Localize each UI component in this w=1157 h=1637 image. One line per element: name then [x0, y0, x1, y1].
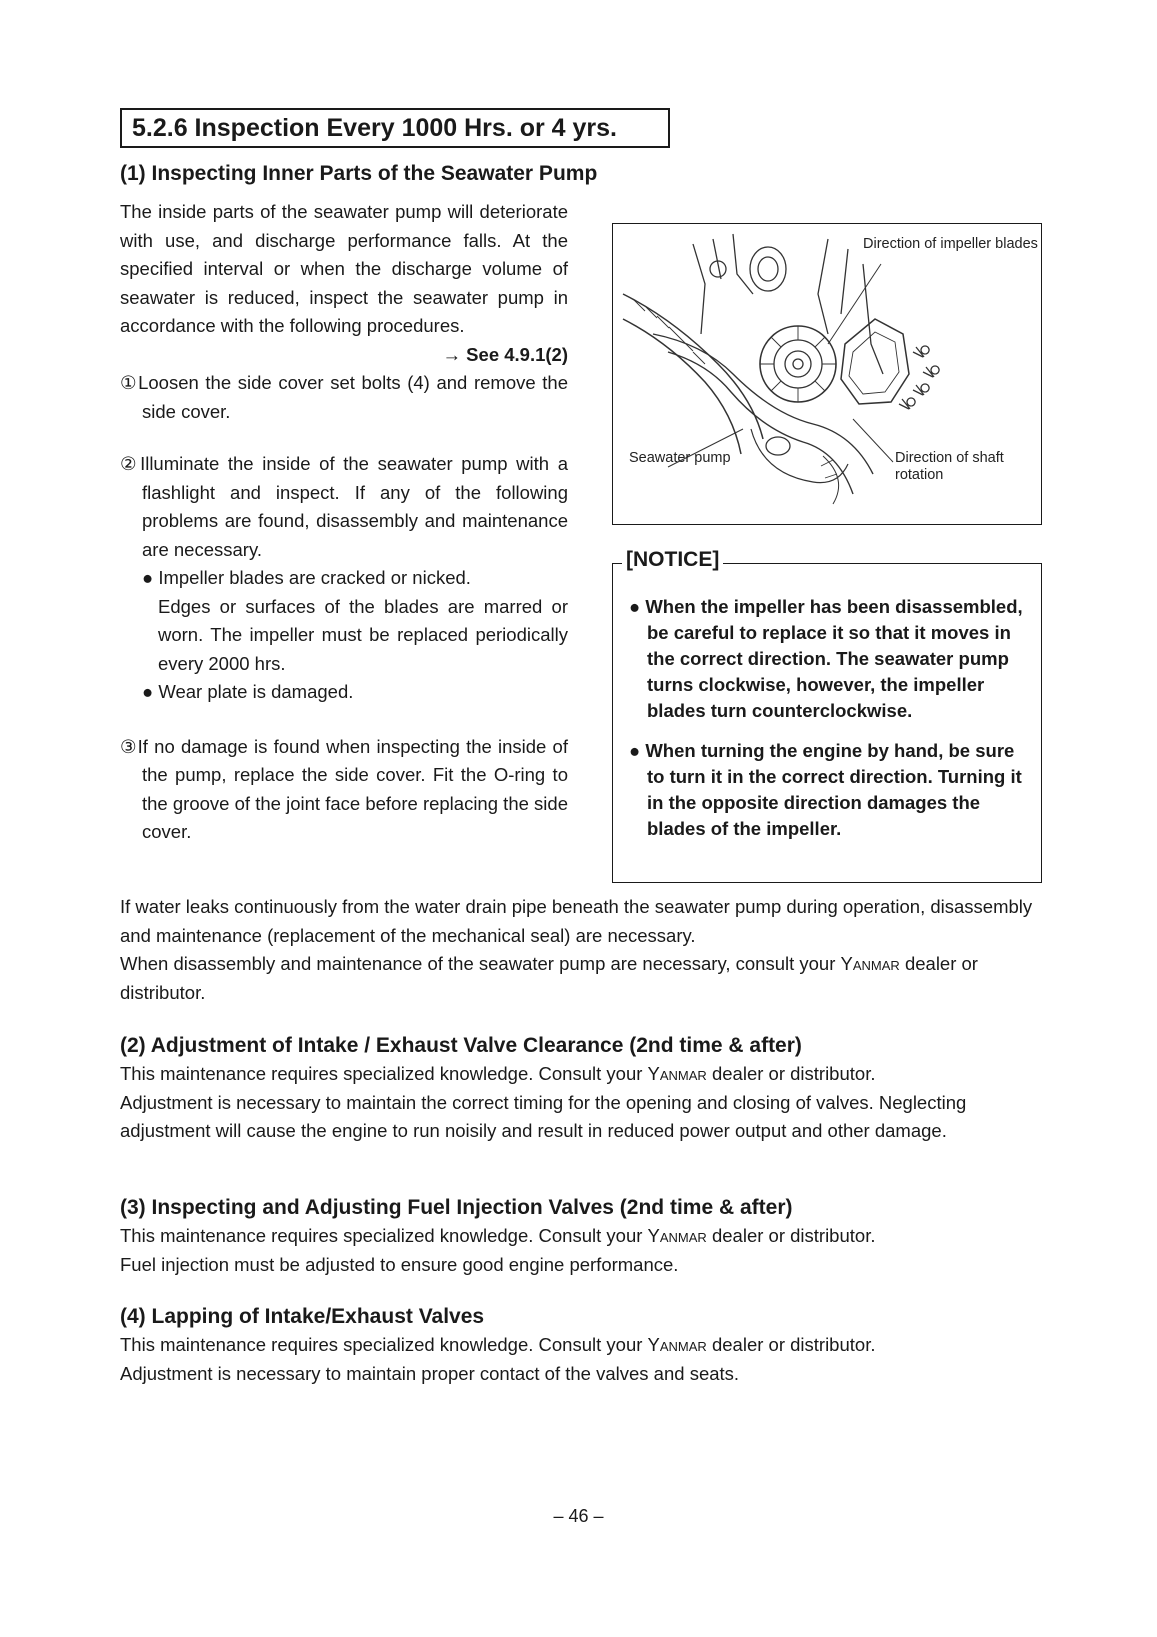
label-impeller-direction: Direction of impeller blades — [863, 236, 1038, 252]
step-3: ③If no damage is found when inspecting the inside of the pump, replace the side cover. Fit the O-ring to the groove of the joint face before replacing the side cover. — [120, 735, 568, 842]
step-2: ②Illuminate the inside of the seawater pump with a flashlight and inspect. If any of the following problems are found, disassembly and maintenance are necessary. — [120, 453, 568, 560]
bullet-item-1-detail: Edges or surfaces of the blades are marred or worn. The impeller must be replaced periodically every 2000 hrs. — [158, 595, 568, 674]
page-number: – 46 – — [553, 1506, 604, 1526]
brand-name: Yanmar — [647, 1063, 707, 1084]
subsection-3-heading: (3) Inspecting and Adjusting Fuel Injection Valves (2nd time & after) — [120, 1196, 793, 1219]
brand-name: Yanmar — [840, 953, 900, 974]
leak-text: If water leaks continuously from the water drain pipe beneath the seawater pump during operation, disassembly and maintenance (replacement of the mechanical seal) are necessary. — [120, 896, 1033, 946]
bullet-dot-icon: ● — [629, 596, 641, 617]
step-1: ①Loosen the side cover set bolts (4) and remove the side cover. — [120, 372, 568, 422]
subsection-3-text: Fuel injection must be adjusted to ensure good engine performance. — [120, 1253, 679, 1275]
brand-name: Yanmar — [647, 1334, 707, 1355]
bullet-dot-icon: ● — [629, 740, 641, 761]
subsection-4-text: Adjustment is necessary to maintain proper contact of the valves and seats. — [120, 1362, 740, 1384]
label-seawater-pump: Seawater pump — [629, 450, 731, 466]
section-title: 5.2.6 Inspection Every 1000 Hrs. or 4 yrs. — [120, 108, 670, 148]
brand-name: Yanmar — [647, 1225, 707, 1246]
notice-item-1: ● When the impeller has been disassembled, be careful to replace it so that it moves in the correct direction. The seawater pump turns clockwise, however, the impeller blades turn counterclockwise. — [629, 596, 1023, 721]
bullet-dot-icon: ● — [142, 681, 154, 702]
subsection-1-heading: (1) Inspecting Inner Parts of the Seawater Pump — [120, 162, 598, 185]
notice-box — [612, 563, 1042, 883]
subsection-2-content — [120, 1060, 1040, 1146]
bullet-dot-icon: ● — [142, 567, 154, 588]
seawater-pump-figure — [612, 223, 1042, 525]
consult-text: When disassembly and maintenance of the seawater pump are necessary, consult your Yanmar dealer or distributor. — [120, 953, 978, 1003]
subsection-2-text: Adjustment is necessary to maintain the correct timing for the opening and closing of valves. Neglecting adjustment will cause the engine to run noisily and result in reduced power output and other damage. — [120, 1091, 967, 1141]
bullet-item-2: ● Wear plate is damaged. — [142, 681, 354, 702]
see-reference: → See 4.9.1(2) — [442, 343, 568, 365]
consult-line: This maintenance requires specialized knowledge. Consult your Yanmar dealer or distributor. — [120, 1225, 876, 1246]
label-shaft-rotation: Direction of shaft rotation — [895, 450, 1004, 483]
consult-line: This maintenance requires specialized knowledge. Consult your Yanmar dealer or distributor. — [120, 1063, 876, 1084]
notice-content — [623, 594, 1025, 842]
bullet-item-1: ● Impeller blades are cracked or nicked. — [142, 567, 471, 588]
subsection-4-content — [120, 1331, 1040, 1388]
notice-title: [NOTICE] — [622, 548, 723, 572]
notice-item-2: ● When turning the engine by hand, be sure to turn it in the correct direction. Turning it in the opposite direction damages the blades of the impeller. — [629, 740, 1022, 839]
intro-paragraph: The inside parts of the seawater pump will deteriorate with use, and discharge performance falls. At the specified interval or when the discharge volume of seawater is reduced, inspect the seawater pump in accordance with the following procedures. — [120, 201, 568, 336]
subsection-1-content — [120, 198, 568, 847]
consult-line: This maintenance requires specialized knowledge. Consult your Yanmar dealer or distributor. — [120, 1334, 876, 1355]
subsection-3-content — [120, 1222, 1040, 1279]
leak-paragraph — [120, 893, 1040, 1007]
subsection-2-heading: (2) Adjustment of Intake / Exhaust Valve Clearance (2nd time & after) — [120, 1034, 802, 1057]
subsection-4-heading: (4) Lapping of Intake/Exhaust Valves — [120, 1305, 485, 1328]
